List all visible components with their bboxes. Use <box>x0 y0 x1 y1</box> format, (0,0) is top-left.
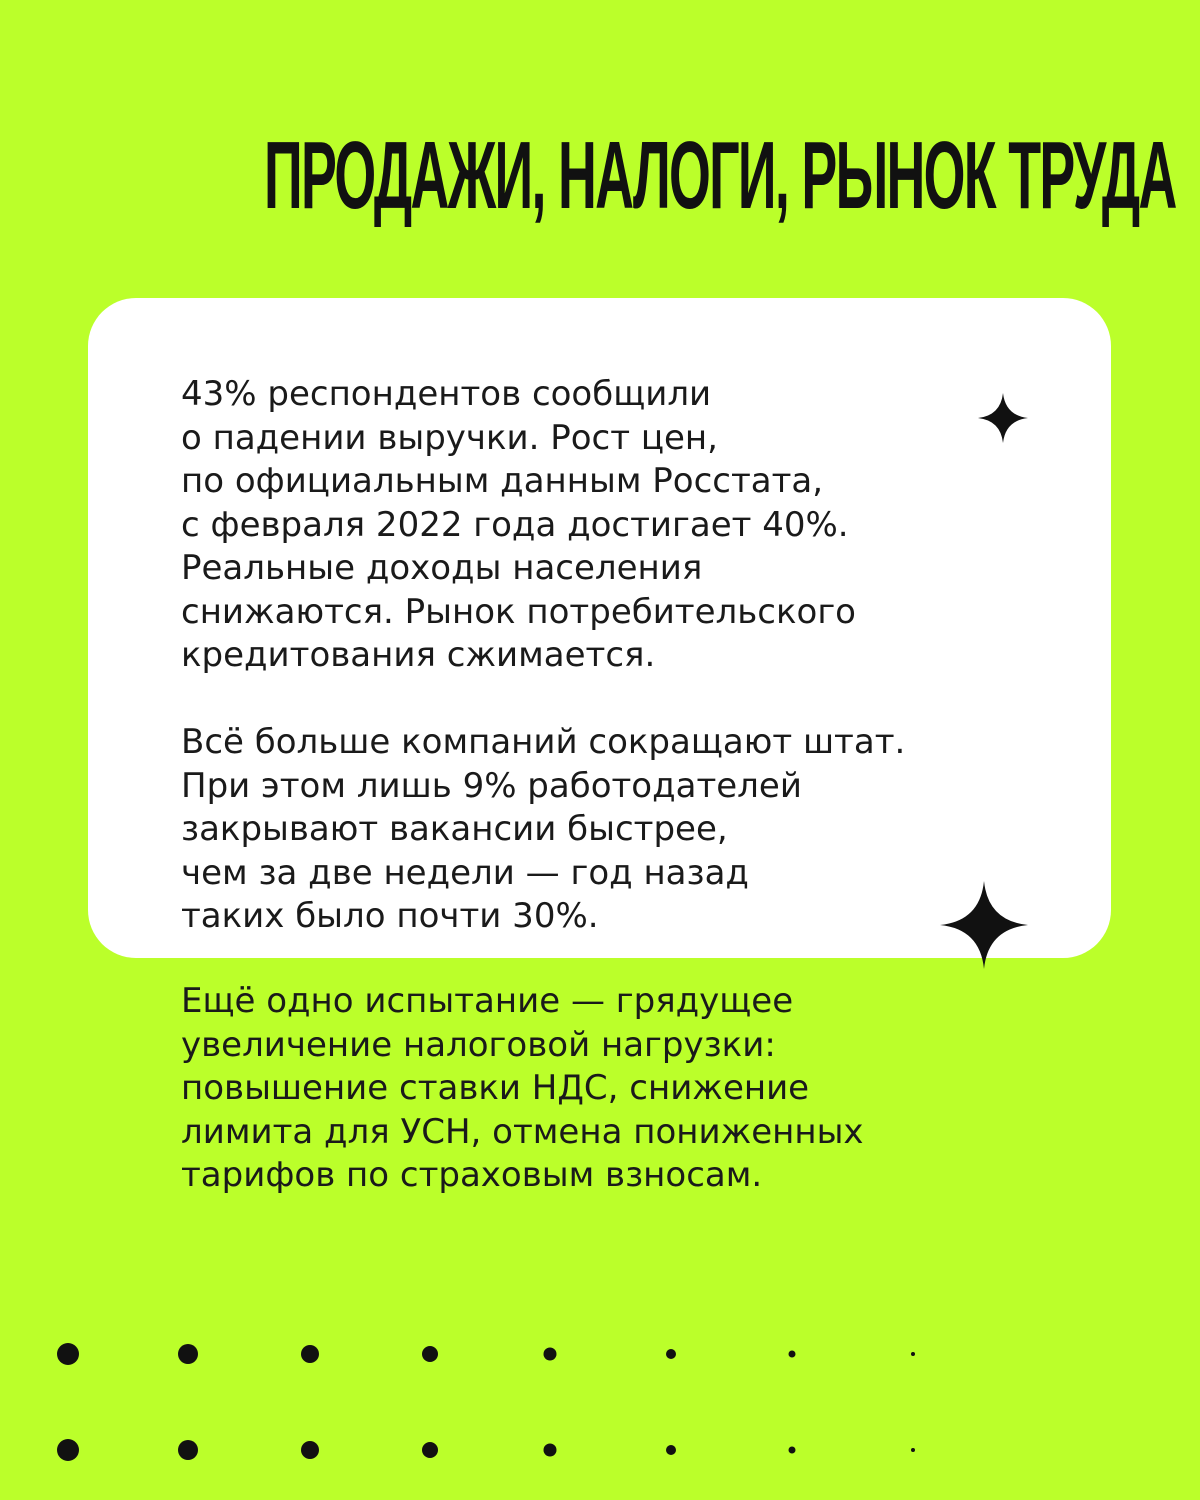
decorative-dot <box>57 1439 79 1461</box>
sparkle-icon <box>940 881 1028 969</box>
decorative-dot <box>178 1344 198 1364</box>
decorative-dot <box>544 1444 557 1457</box>
paragraph-labor-market: Всё больше компаний сокращают штат. При этом лишь 9% работодателей закрывают вакансии быстрее, чем за две недели — год назад таких было почти 30%. <box>181 722 906 936</box>
page-title: ПРОДАЖИ, НАЛОГИ, РЫНОК ТРУДА <box>264 122 1176 229</box>
content-card <box>88 298 1111 1195</box>
decorative-dot <box>301 1441 319 1459</box>
sparkle-icon <box>978 393 1028 443</box>
decorative-dot <box>422 1346 438 1362</box>
paragraph-sales: 43% респондентов сообщили о падении выручки. Рост цен, по официальным данным Росстата, с февраля 2022 года достигает 40%. Реальные доходы населения снижаются. Рынок потребительского кредитования сжимается. <box>181 374 856 675</box>
decorative-dot <box>422 1442 438 1458</box>
decorative-dot <box>666 1349 676 1359</box>
decorative-dot <box>301 1345 319 1363</box>
decorative-dot <box>666 1445 676 1455</box>
decorative-dot <box>57 1343 79 1365</box>
decorative-dot <box>789 1351 796 1358</box>
decorative-dot <box>911 1352 915 1356</box>
decorative-dot <box>178 1440 198 1460</box>
decorative-dot <box>911 1448 915 1452</box>
decorative-dot <box>544 1348 557 1361</box>
decorative-dot <box>789 1447 796 1454</box>
paragraph-taxes: Ещё одно испытание — грядущее увеличение налоговой нагрузки: повышение ставки НДС, снижение лимита для УСН, отмена пониженных тарифов по страховым взносам. <box>181 981 864 1195</box>
